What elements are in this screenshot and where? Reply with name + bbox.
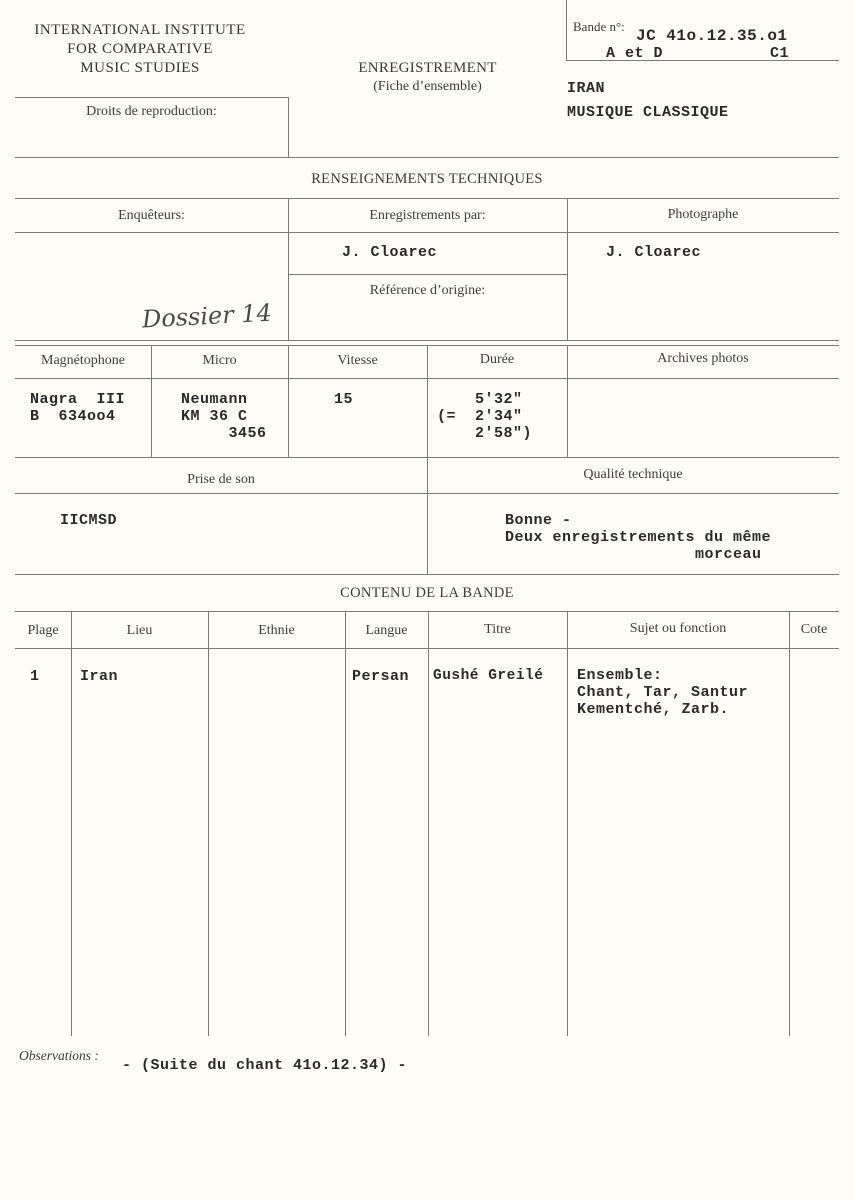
content-div-5 (567, 611, 568, 1036)
duree-label: Durée (479, 352, 515, 367)
archives-label: Archives photos (657, 351, 749, 366)
content-title-line (15, 611, 839, 612)
technical-section-title: RENSEIGNEMENTS TECHNIQUES (311, 171, 543, 187)
form-title: ENREGISTREMENT (358, 60, 497, 76)
enqueteurs-label: Enquêteurs: (118, 208, 185, 223)
magnetophone-value: Nagra III B 634oo4 (30, 391, 126, 425)
bande-label: Bande n°: (573, 19, 625, 34)
photographe-label: Photographe (667, 207, 739, 222)
tech-labels-line (15, 232, 839, 233)
col-header-ethnie: Ethnie (258, 623, 295, 638)
tech-row3-labels-line (15, 493, 839, 494)
bande-box-left (566, 0, 567, 60)
vitesse-label: Vitesse (337, 353, 378, 368)
institute-name (10, 21, 270, 78)
bande-code: C1 (770, 45, 790, 62)
content-div-1 (71, 611, 72, 1036)
prise-label: Prise de son (187, 472, 255, 487)
content-div-6 (789, 611, 790, 1036)
enregistrements-label: Enregistrements par: (369, 208, 486, 223)
tech-section-bottom (15, 574, 839, 575)
content-div-4 (428, 611, 429, 1036)
row-sujet: Ensemble: Chant, Tar, Santur Kementché, Zarb. (577, 667, 749, 718)
qualite-value: Bonne - Deux enregistrements du même morceau (505, 512, 772, 563)
micro-value: Neumann KM 36 C 3456 (181, 391, 267, 442)
institute-line-3: MUSIC STUDIES (80, 60, 200, 76)
row-langue: Persan (352, 668, 410, 685)
vitesse-value: 15 (334, 391, 354, 408)
col-header-lieu: Lieu (126, 623, 153, 638)
reference-label: Référence d’origine: (369, 283, 486, 298)
tech-div-5 (427, 345, 428, 574)
rights-top-line (15, 97, 288, 98)
micro-label: Micro (202, 353, 237, 368)
tech-row2-top (15, 345, 839, 346)
tech-row1-bottom (15, 340, 839, 341)
country: IRAN (567, 80, 606, 97)
qualite-label: Qualité technique (583, 467, 683, 482)
row-lieu: Iran (80, 668, 119, 685)
photographe-value: J. Cloarec (606, 244, 702, 261)
content-header-line (15, 648, 839, 649)
svg-text:Dossier 14: Dossier 14 (141, 298, 273, 334)
content-div-3 (345, 611, 346, 1036)
col-header-cote: Cote (800, 622, 828, 637)
magnetophone-label: Magnétophone (41, 353, 125, 368)
row-titre: Gushé Greilé (433, 668, 544, 684)
col-header-titre: Titre (484, 622, 511, 637)
bande-number: JC 41o.12.35.o1 (636, 27, 788, 45)
prise-value: IICMSD (60, 512, 118, 529)
form-subtitle: (Fiche d’ensemble) (373, 79, 482, 94)
institute-line-2: FOR COMPARATIVE (67, 41, 213, 57)
rights-divider (288, 97, 289, 157)
tech-row2-bottom (15, 457, 839, 458)
institute-line-1: INTERNATIONAL INSTITUTE (34, 22, 246, 38)
col-header-langue: Langue (365, 623, 408, 638)
reference-line (288, 274, 567, 275)
observations-label: Observations : (19, 1048, 99, 1063)
tech-row2-labels-line (15, 378, 839, 379)
bande-sides: A et D (606, 45, 664, 62)
col-header-sujet: Sujet ou fonction (629, 621, 727, 636)
content-div-2 (208, 611, 209, 1036)
row-plage: 1 (30, 668, 40, 685)
genre: MUSIQUE CLASSIQUE (567, 104, 729, 121)
header-bottom-line (15, 157, 839, 158)
duree-value: 5'32" (= 2'34" 2'58") (437, 391, 533, 442)
observations-value: - (Suite du chant 41o.12.34) - (122, 1057, 408, 1074)
content-section-title: CONTENU DE LA BANDE (340, 585, 514, 601)
tech-title-line (15, 198, 839, 199)
rights-label: Droits de reproduction: (86, 104, 217, 119)
enregistrements-value: J. Cloarec (342, 244, 438, 261)
handwritten-note (140, 297, 273, 337)
col-header-plage: Plage (27, 623, 59, 638)
